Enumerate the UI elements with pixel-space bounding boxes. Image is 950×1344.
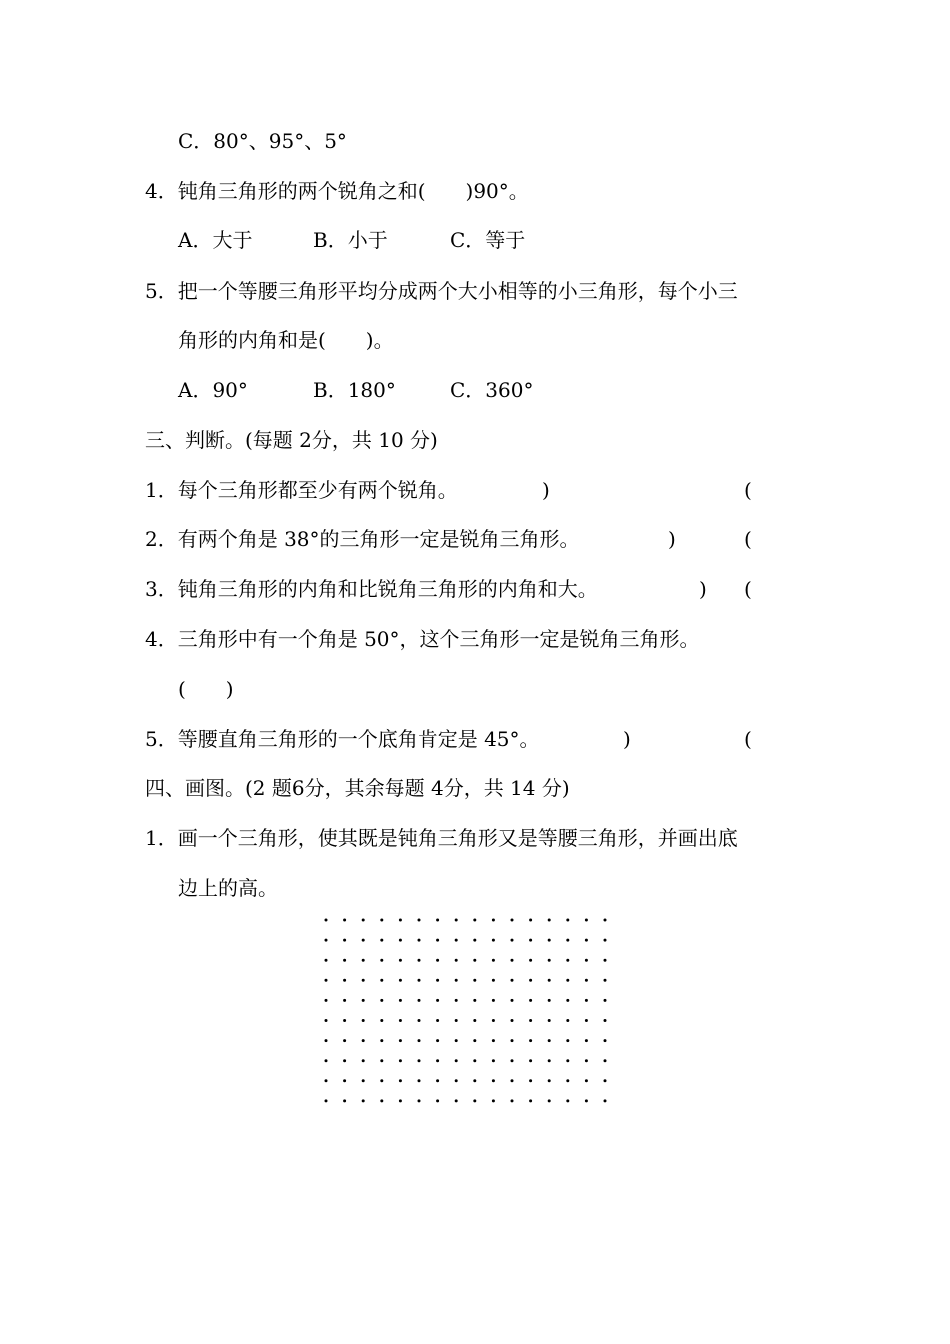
grid-dot [585,919,588,922]
grid-dot [325,1039,328,1042]
grid-dot [585,1099,588,1102]
grid-dot [399,1039,402,1042]
grid-dot [362,1059,365,1062]
grid-dot [343,1079,346,1082]
grid-dot [585,939,588,942]
grid-dot [455,959,458,962]
grid-dot [455,1079,458,1082]
grid-dot [511,1039,514,1042]
grid-dot [566,1099,569,1102]
grid-dot [492,919,495,922]
grid-dot [604,979,607,982]
grid-dot [399,959,402,962]
judge-item-5-open-paren[interactable]: ( [744,727,752,751]
grid-dot [492,1039,495,1042]
judge-item-2-close-paren: ) [668,527,676,551]
grid-dot [325,959,328,962]
grid-dot [492,959,495,962]
section4-heading: 四、画图。(2 题6分，其余每题 4分，共 14 分) [145,776,570,800]
q5-option-b: B．180° [313,378,396,402]
grid-dot [566,1019,569,1022]
grid-dot [529,1039,532,1042]
grid-dot [473,959,476,962]
grid-dot [548,999,551,1002]
grid-dot [492,1019,495,1022]
grid-dot [473,1039,476,1042]
grid-dot [325,1019,328,1022]
judge-item-1: 1．每个三角形都至少有两个锐角。 [145,478,458,502]
grid-dot [418,1099,421,1102]
grid-dot [548,959,551,962]
judge-item-1-open-paren[interactable]: ( [744,478,752,502]
q4-stem: 4．钝角三角形的两个锐角之和( )90°。 [145,179,529,203]
judge-item-3-open-paren[interactable]: ( [744,577,752,601]
grid-dot [399,1099,402,1102]
grid-dot [492,1059,495,1062]
grid-dot [548,1019,551,1022]
grid-dot [343,959,346,962]
grid-dot [362,1099,365,1102]
grid-dot [585,999,588,1002]
grid-dot [436,919,439,922]
grid-dot [566,999,569,1002]
grid-dot [343,1059,346,1062]
grid-dot [566,1039,569,1042]
grid-dot [604,959,607,962]
grid-dot [604,1019,607,1022]
judge-item-5-close-paren: ) [623,727,631,751]
grid-dot [529,979,532,982]
grid-dot [455,1059,458,1062]
grid-dot [604,939,607,942]
grid-dot [548,1059,551,1062]
grid-dot [343,1019,346,1022]
grid-dot [529,1059,532,1062]
grid-dot [325,1059,328,1062]
judge-item-1-close-paren: ) [542,478,550,502]
dot-grid[interactable] [315,908,635,1108]
grid-dot [343,919,346,922]
grid-dot [418,959,421,962]
q5-option-a: A．90° [178,378,248,402]
grid-dot [380,959,383,962]
grid-dot [380,939,383,942]
grid-dot [399,1019,402,1022]
grid-dot [362,999,365,1002]
grid-dot [325,919,328,922]
grid-dot [436,979,439,982]
grid-dot [473,919,476,922]
grid-dot [455,1039,458,1042]
grid-dot [399,919,402,922]
grid-dot [343,1039,346,1042]
grid-dot [566,1079,569,1082]
grid-dot [436,959,439,962]
grid-dot [529,919,532,922]
grid-dot [473,999,476,1002]
judge-item-4: 4．三角形中有一个角是 50°，这个三角形一定是锐角三角形。 [145,627,700,651]
q3-option-c: C．80°、95°、5° [178,129,347,153]
judge-item-3-close-paren: ) [699,577,707,601]
grid-dot [325,979,328,982]
grid-dot [325,1099,328,1102]
grid-dot [399,999,402,1002]
grid-dot [529,999,532,1002]
grid-dot [566,979,569,982]
grid-dot [399,979,402,982]
grid-dot [362,959,365,962]
grid-dot [455,1099,458,1102]
grid-dot [380,1019,383,1022]
grid-dot [566,1059,569,1062]
grid-dot [362,919,365,922]
grid-dot [473,1019,476,1022]
grid-dot [380,1039,383,1042]
grid-dot [362,1039,365,1042]
q5-stem-line2: 角形的内角和是( )。 [178,328,394,352]
grid-dot [325,939,328,942]
grid-dot [436,1099,439,1102]
grid-dot [380,1079,383,1082]
grid-dot [529,1099,532,1102]
grid-dot [362,1019,365,1022]
grid-dot [436,1059,439,1062]
grid-dot [511,1059,514,1062]
grid-dot [436,1019,439,1022]
q4-option-c: C．等于 [450,228,526,252]
grid-dot [585,959,588,962]
grid-dot [529,1079,532,1082]
grid-dot [604,919,607,922]
grid-dot [455,999,458,1002]
draw-q1-line2: 边上的高。 [178,876,278,900]
q4-option-a: A．大于 [178,228,253,252]
grid-dot [548,939,551,942]
grid-dot [511,1099,514,1102]
grid-dot [455,979,458,982]
grid-dot [418,1059,421,1062]
draw-q1-line1: 1．画一个三角形，使其既是钝角三角形又是等腰三角形，并画出底 [145,826,738,850]
grid-dot [585,1059,588,1062]
q5-option-c: C．360° [450,378,534,402]
section3-heading: 三、判断。(每题 2分，共 10 分) [145,428,438,452]
q4-option-b: B．小于 [313,228,388,252]
grid-dot [418,999,421,1002]
grid-dot [566,959,569,962]
grid-dot [604,1039,607,1042]
grid-dot [418,939,421,942]
grid-dot [380,1099,383,1102]
q5-stem-line1: 5．把一个等腰三角形平均分成两个大小相等的小三角形，每个小三 [145,279,738,303]
grid-dot [380,919,383,922]
grid-dot [436,1079,439,1082]
grid-dot [455,939,458,942]
grid-dot [529,1019,532,1022]
grid-dot [604,1059,607,1062]
grid-dot [473,1079,476,1082]
grid-dot [455,1019,458,1022]
grid-dot [473,1059,476,1062]
grid-dot [362,1079,365,1082]
grid-dot [585,1039,588,1042]
grid-dot [473,1099,476,1102]
grid-dot [604,1079,607,1082]
grid-dot [604,1099,607,1102]
grid-dot [492,979,495,982]
grid-dot [492,999,495,1002]
grid-dot [325,1079,328,1082]
grid-dot [492,1079,495,1082]
grid-dot [511,1019,514,1022]
grid-dot [585,1079,588,1082]
grid-dot [399,1079,402,1082]
judge-item-2-open-paren[interactable]: ( [744,527,752,551]
grid-dot [548,1079,551,1082]
grid-dot [380,1059,383,1062]
grid-dot [473,979,476,982]
grid-dot [529,939,532,942]
grid-dot [548,1099,551,1102]
grid-dot [343,1099,346,1102]
grid-dot [362,979,365,982]
grid-dot [418,1079,421,1082]
grid-dot [492,939,495,942]
grid-dot [399,939,402,942]
grid-dot [418,979,421,982]
judge-item-3: 3．钝角三角形的内角和比锐角三角形的内角和大。 [145,577,598,601]
grid-dot [548,919,551,922]
grid-dot [399,1059,402,1062]
grid-dot [436,999,439,1002]
grid-dot [418,1039,421,1042]
grid-dot [380,979,383,982]
grid-dot [566,939,569,942]
grid-dot [604,999,607,1002]
grid-dot [455,919,458,922]
grid-dot [548,1039,551,1042]
grid-dot [380,999,383,1002]
grid-dot [362,939,365,942]
grid-dot [529,959,532,962]
grid-dot [548,979,551,982]
grid-dot [343,999,346,1002]
judge-item-2: 2．有两个角是 38°的三角形一定是锐角三角形。 [145,527,580,551]
grid-dot [566,919,569,922]
grid-dot [436,939,439,942]
judge-item-4-answer[interactable]: ( ) [178,677,234,701]
grid-dot [585,1019,588,1022]
grid-dot [492,1099,495,1102]
grid-dot [511,1079,514,1082]
grid-dot [436,1039,439,1042]
grid-dot [511,999,514,1002]
grid-dot [585,979,588,982]
grid-dot [418,919,421,922]
grid-dot [343,979,346,982]
grid-dot [343,939,346,942]
grid-dot [511,919,514,922]
grid-dot [511,979,514,982]
grid-dot [511,959,514,962]
grid-dot [325,999,328,1002]
grid-dot [418,1019,421,1022]
grid-dot [511,939,514,942]
grid-dot [473,939,476,942]
judge-item-5: 5．等腰直角三角形的一个底角肯定是 45°。 [145,727,540,751]
